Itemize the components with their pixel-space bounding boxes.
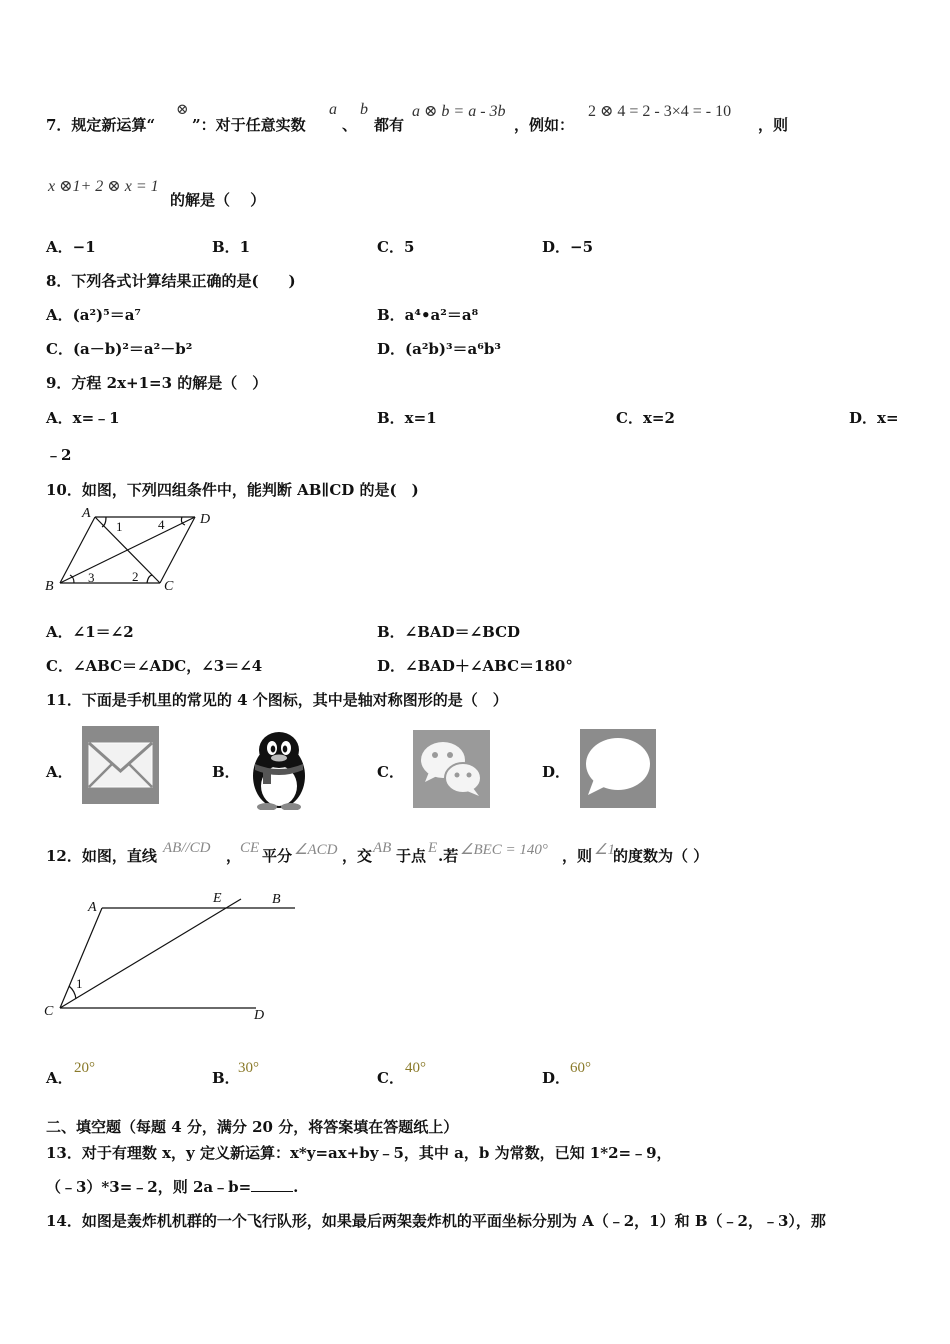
q13-answer-blank[interactable] <box>251 1179 293 1192</box>
fig10-arc-2 <box>147 575 152 583</box>
envelope-icon[interactable] <box>82 726 159 804</box>
q8-option-a[interactable]: A．(a²)⁵＝a⁷ <box>46 306 141 324</box>
fig10-label-angle-2: 2 <box>132 569 139 584</box>
q12-option-a-label[interactable]: A． <box>46 1069 73 1087</box>
q7-op-symbol: ⊗ <box>176 102 189 118</box>
fig10-label-angle-4: 4 <box>158 517 165 532</box>
q12-text-1: 12．如图，直线 <box>46 847 157 865</box>
q12-math-angle1: ∠1 <box>594 842 615 858</box>
q7-var-a: a <box>329 101 337 118</box>
q7-equation: x ⊗1+ 2 ⊗ x = 1 <box>48 178 159 195</box>
q9-option-b[interactable]: B．x=1 <box>377 409 437 427</box>
q10-option-b[interactable]: B．∠BAD＝∠BCD <box>377 623 521 641</box>
q11-label-c[interactable]: C． <box>377 763 404 781</box>
penguin-icon[interactable] <box>245 730 313 810</box>
wechat-icon[interactable] <box>413 730 490 808</box>
q12-text-8: 的度数为（ ） <box>613 847 709 865</box>
q7-liru: ，例如： <box>514 116 575 134</box>
q7-line1 <box>46 114 155 135</box>
q11-label-d[interactable]: D． <box>542 763 571 781</box>
q12-text-3: 平分 <box>262 847 293 865</box>
q13-line2-end: . <box>293 1178 299 1196</box>
fig12-line-ce <box>60 899 241 1008</box>
fig10-label-d: D <box>200 512 211 527</box>
q7-duyou: 都有 <box>374 116 405 134</box>
q7-option-d[interactable]: D．−5 <box>542 238 594 256</box>
fig10-label-angle-3: 3 <box>88 570 95 585</box>
fig12-label-c: C <box>44 1004 54 1019</box>
q7-option-a[interactable]: A．−1 <box>46 238 96 256</box>
q9-option-d-wrap: ﹣2 <box>46 446 72 464</box>
fig12-line-ac <box>60 908 102 1008</box>
q12-math-acd: ∠ACD <box>294 842 338 858</box>
q9-option-a[interactable]: A．x=﹣1 <box>46 409 120 427</box>
fig12-label-d: D <box>254 1008 265 1023</box>
q12-math-ab: AB <box>373 840 392 856</box>
q12-text-6: .若 <box>438 847 459 865</box>
section-heading-fill-blank: 二、填空题（每题 4 分，满分 20 分，将答案填在答题纸上） <box>46 1118 459 1136</box>
q12-text-2: ， <box>226 847 242 865</box>
q12-parallel-lines-figure <box>38 885 300 1025</box>
q13-line1: 13．对于有理数 x，y 定义新运算：x*y=ax+by﹣5，其中 a，b 为常数，已知 1*2=﹣9， <box>46 1144 672 1162</box>
q7-text-2: ”：对于任意实数 <box>192 116 306 134</box>
q11-stem: 11．下面是手机里的常见的 4 个图标，其中是轴对称图形的是（ ） <box>46 691 508 709</box>
q8-option-b[interactable]: B．a⁴•a²＝a⁸ <box>377 306 479 324</box>
q8-stem: 8．下列各式计算结果正确的是( ) <box>46 272 296 290</box>
q7-var-b: b <box>360 101 368 118</box>
q12-option-a-value[interactable]: 20° <box>74 1060 95 1076</box>
q7-definition: a ⊗ b = a - 3b <box>412 103 506 120</box>
fig12-label-b: B <box>272 892 281 907</box>
q12-math-ce: CE <box>240 840 260 856</box>
q12-option-d-label[interactable]: D． <box>542 1069 571 1087</box>
q10-parallelogram-figure <box>40 505 230 597</box>
q11-label-b[interactable]: B． <box>212 763 240 781</box>
q12-option-b-label[interactable]: B． <box>212 1069 240 1087</box>
fig10-label-a: A <box>82 506 91 521</box>
q10-option-c[interactable]: C．∠ABC＝∠ADC，∠3＝∠4 <box>46 657 263 675</box>
q12-text-4: ，交 <box>342 847 373 865</box>
fig10-label-angle-1: 1 <box>116 519 123 534</box>
q13-line2 <box>46 1176 298 1197</box>
q14-line1: 14．如图是轰炸机机群的一个飞行队形，如果最后两架轰炸机的平面坐标分别为 A（﹣2，1）和 B（﹣2，﹣3），那 <box>46 1212 826 1230</box>
q7-text: 7．规定新运算“ <box>46 116 156 134</box>
q13-line2-text: （﹣3）*3=﹣2，则 2a﹣b= <box>46 1178 252 1196</box>
q8-option-c[interactable]: C．(a－b)²＝a²－b² <box>46 340 193 358</box>
q10-stem: 10．如图，下列四组条件中，能判断 AB∥CD 的是( ) <box>46 481 419 499</box>
q8-option-d[interactable]: D．(a²b)³＝a⁶b³ <box>377 340 501 358</box>
fig10-diag-bd <box>60 517 195 583</box>
q12-option-c-value[interactable]: 40° <box>405 1060 426 1076</box>
q9-option-c[interactable]: C．x=2 <box>616 409 675 427</box>
q7-sep: 、 <box>342 116 358 134</box>
chat-bubble-icon[interactable] <box>580 729 656 808</box>
q12-option-c-label[interactable]: C． <box>377 1069 404 1087</box>
q7-example: 2 ⊗ 4 = 2 - 3×4 = - 10 <box>588 103 732 120</box>
q12-option-d-value[interactable]: 60° <box>570 1060 591 1076</box>
q7-ze: ，则 <box>758 116 789 134</box>
fig12-label-e: E <box>213 891 222 906</box>
q12-math-ab-cd: AB//CD <box>163 840 211 856</box>
q9-stem: 9．方程 2x+1=3 的解是（ ） <box>46 374 268 392</box>
fig10-label-b: B <box>45 579 54 594</box>
q12-option-b-value[interactable]: 30° <box>238 1060 259 1076</box>
fig12-label-a: A <box>88 900 97 915</box>
q12-math-e: E <box>428 840 438 856</box>
q12-math-bec: ∠BEC = 140° <box>460 842 548 858</box>
q12-text-7: ，则 <box>562 847 593 865</box>
q7-option-b[interactable]: B．1 <box>212 238 251 256</box>
q9-option-d[interactable]: D．x= <box>849 409 899 427</box>
q11-label-a[interactable]: A． <box>46 763 73 781</box>
fig12-label-angle-1: 1 <box>76 976 83 991</box>
q10-option-a[interactable]: A．∠1＝∠2 <box>46 623 134 641</box>
fig10-side-dc <box>160 517 195 583</box>
q7-ask: 的解是（ ） <box>170 191 266 209</box>
fig10-label-c: C <box>164 579 174 594</box>
fig12-arc-1 <box>69 986 76 999</box>
q12-text-5: 于点 <box>396 847 427 865</box>
q7-option-c[interactable]: C．5 <box>377 238 415 256</box>
q10-option-d[interactable]: D．∠BAD＋∠ABC＝180° <box>377 657 573 675</box>
